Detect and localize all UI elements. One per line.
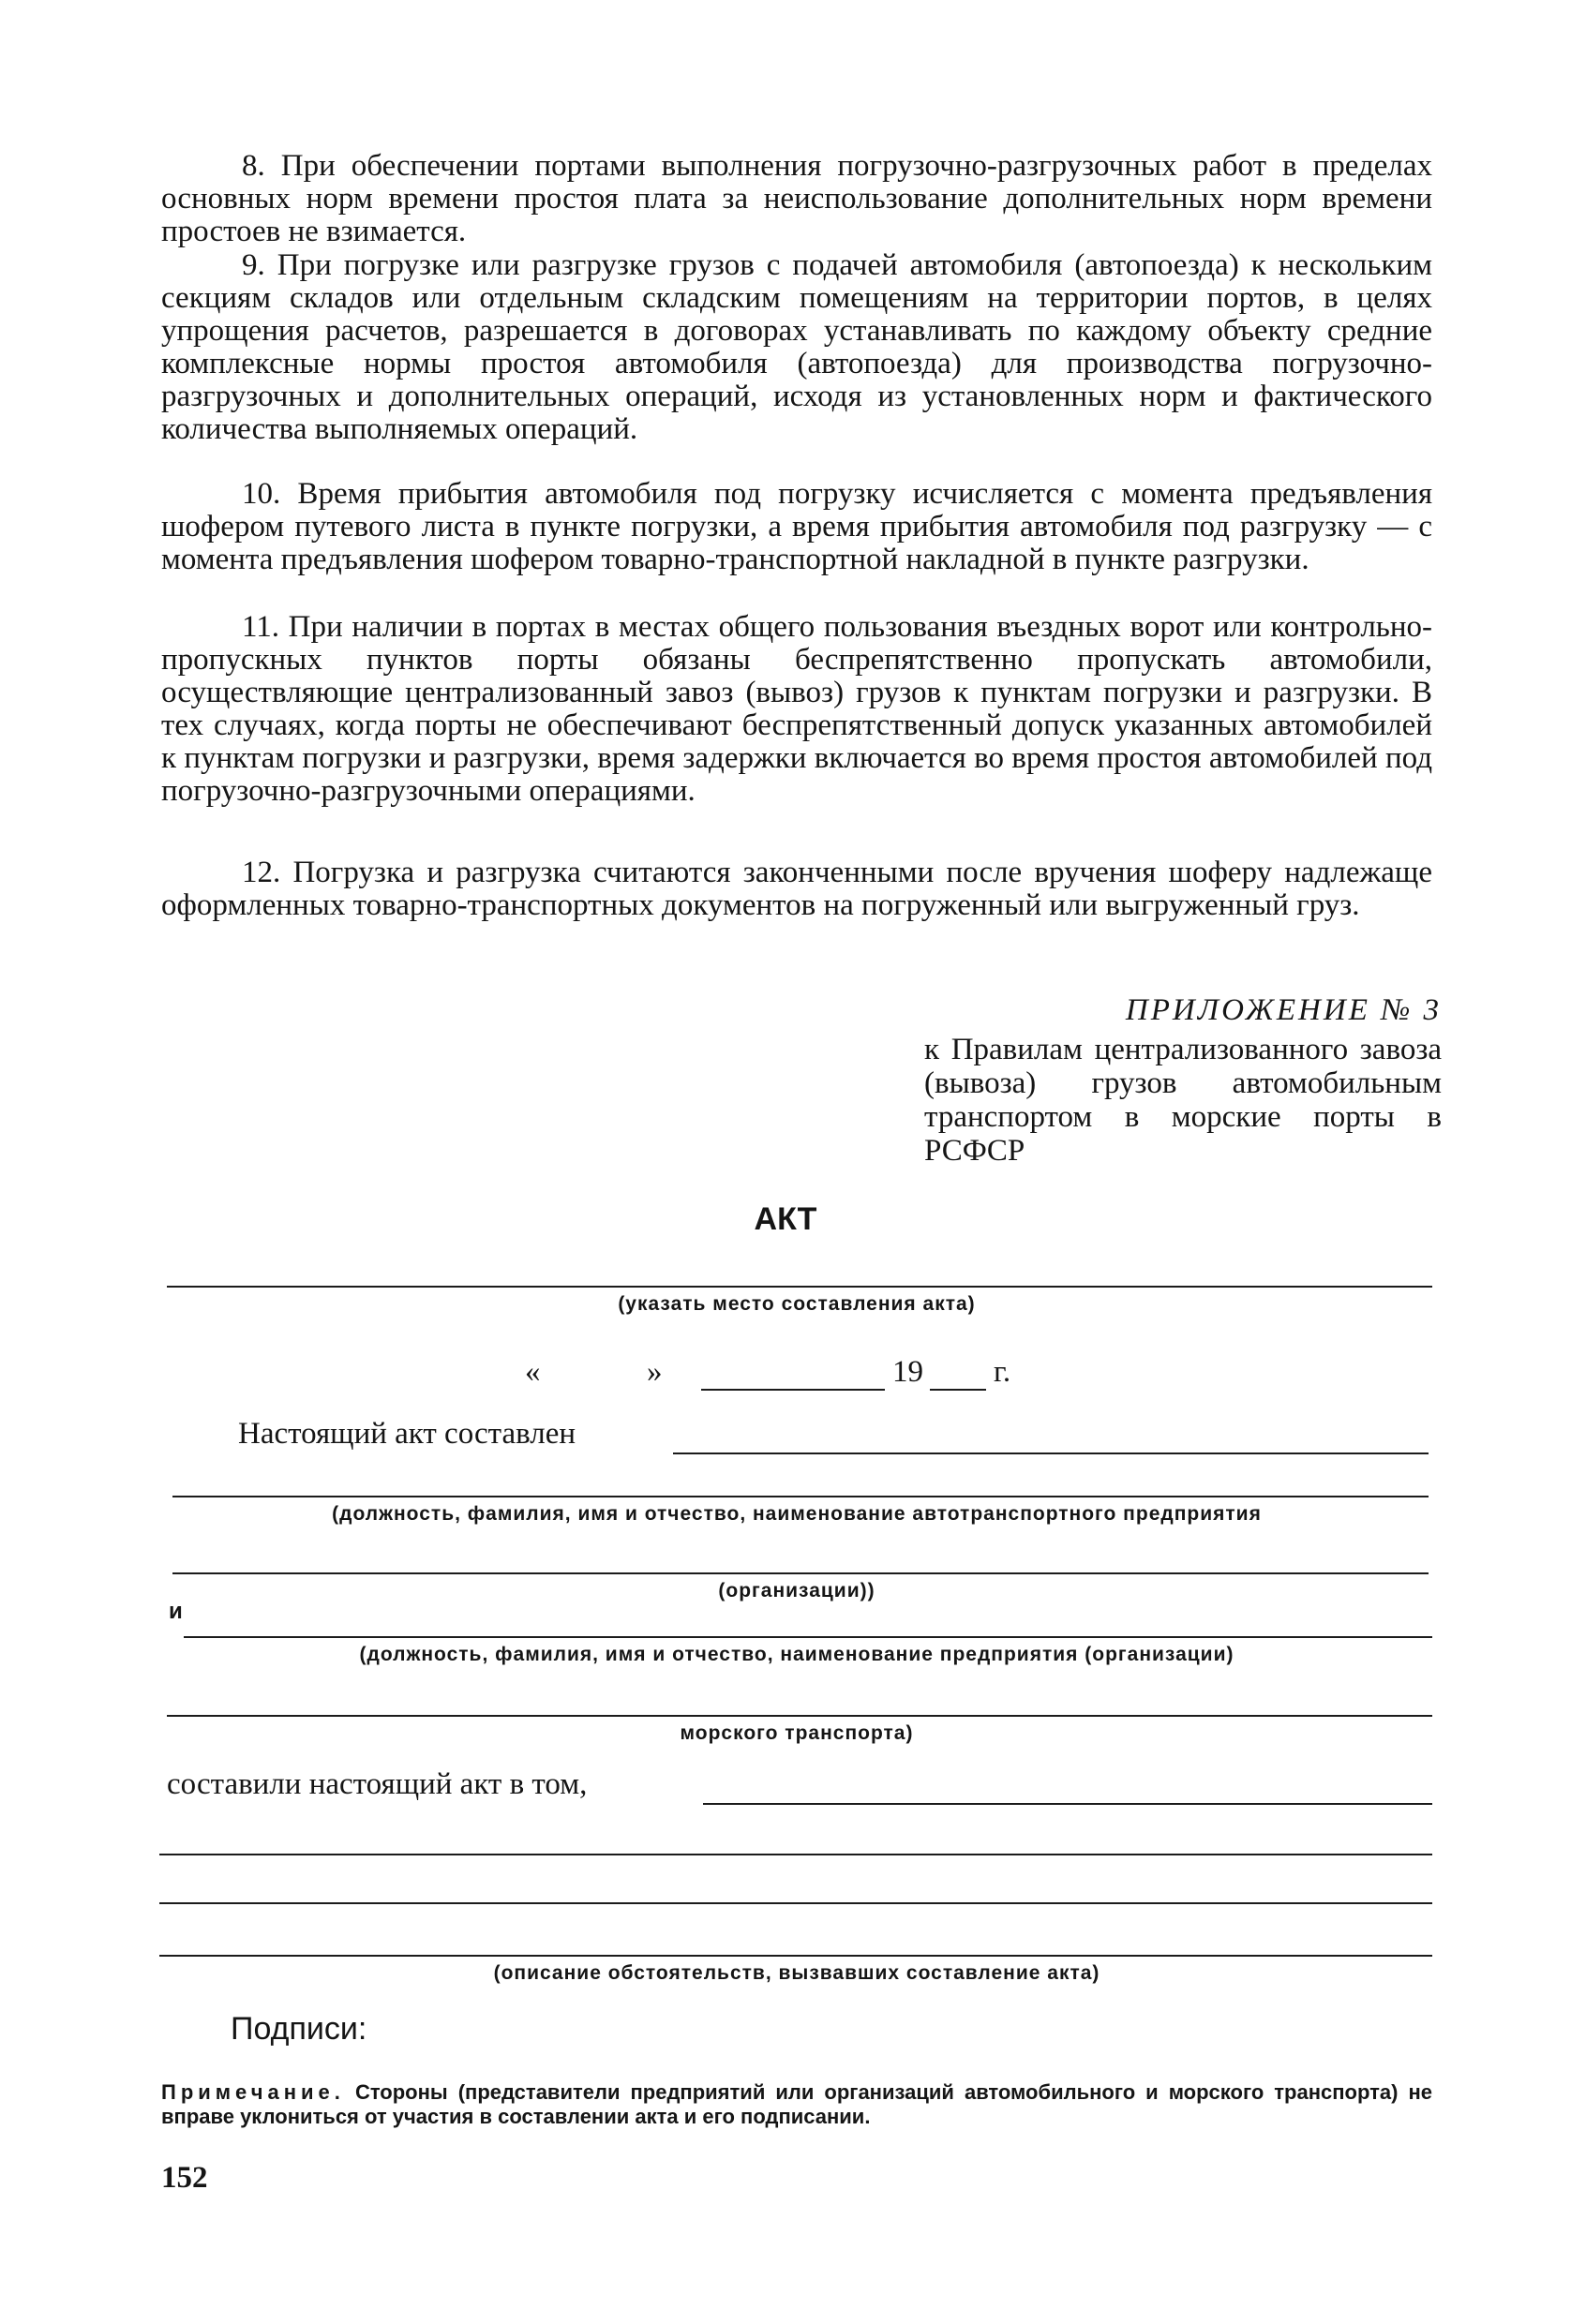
party1-hint-a: (должность, фамилия, имя и отчество, наименование автотранспортного предприятия <box>332 1503 1262 1525</box>
note-text: Стороны (представители предприятий или организаций автомобильного и морского транспорта) не вправе уклониться от участия в составлении акта и его подписании. <box>161 2080 1432 2128</box>
circumstances-field-1[interactable] <box>703 1775 1432 1805</box>
party2-line-2[interactable] <box>167 1715 1432 1717</box>
appendix-title: ПРИЛОЖЕНИЕ № 3 <box>1125 993 1442 1027</box>
party1-line-1[interactable] <box>172 1496 1429 1497</box>
circumstances-line-2[interactable] <box>159 1854 1432 1855</box>
date-year-suffix: г. <box>994 1355 1011 1389</box>
place-hint: (указать место составления акта) <box>618 1293 976 1315</box>
party2-hint-a: (должность, фамилия, имя и отчество, наименование предприятия (организации) <box>359 1644 1234 1665</box>
note-label: Примечание. <box>161 2080 345 2104</box>
date-month-field[interactable] <box>701 1361 885 1391</box>
circumstances-line-4[interactable] <box>159 1955 1432 1957</box>
composed-by-field[interactable] <box>673 1424 1429 1454</box>
date-open-quote: « <box>525 1355 541 1389</box>
composed-about-label: составили настоящий акт в том, <box>167 1767 588 1801</box>
signatures-label: Подписи: <box>231 2011 367 2047</box>
circumstances-hint: (описание обстоятельств, вызвавших составление акта) <box>493 1962 1100 1984</box>
circumstances-line-3[interactable] <box>159 1902 1432 1904</box>
party1-hint-b: (организации)) <box>718 1580 875 1601</box>
act-title: АКТ <box>754 1201 817 1237</box>
paragraph-10: 10. Время прибытия автомобиля под погрузку исчисляется с момента предъявления шофером путевого листа в пункте погрузки, а время прибытия автомобиля под разгрузку — с момента предъявления шофером товарно-транспортной накладной в пункте разгрузки. <box>161 477 1432 576</box>
paragraph-9: 9. При погрузке или разгрузке грузов с подачей автомобиля (автопоезда) к нескольким секциям складов или отдельным складским помещениям на территории портов, в целях упрощения расчетов, разрешается в договорах устанавливать по каждому объекту средние комплексные нормы простоя автомобиля (автопоезда) для производства погрузочно-разгрузочных и дополнительных операций, исходя из установленных норм и фактического количества выполняемых операций. <box>161 248 1432 446</box>
date-year-prefix: 19 <box>892 1355 923 1389</box>
and-label: и <box>169 1599 183 1624</box>
paragraph-8: 8. При обеспечении портами выполнения погрузочно-разгрузочных работ в пределах основных норм времени простоя плата за неиспользование дополнительных норм времени простоев не взимается. <box>161 149 1432 248</box>
party2-line-1[interactable] <box>184 1636 1432 1638</box>
paragraph-11: 11. При наличии в портах в местах общего пользования въездных ворот или контрольно-пропускных пунктов порты обязаны беспрепятственно пропускать автомобили, осуществляющие централизованный завоз (вывоз) грузов к пунктам погрузки и разгрузки. В тех случаях, когда порты не обеспечивают беспрепятственный допуск указанных автомобилей к пунктам погрузки и разгрузки, время задержки включается во время простоя автомобилей под погрузочно-разгрузочными операциями. <box>161 610 1432 808</box>
appendix-reference: к Правилам централизованного завоза (вывоза) грузов автомобильным транспортом в морские порты в РСФСР <box>924 1033 1442 1168</box>
paragraph-12: 12. Погрузка и разгрузка считаются законченными после вручения шоферу надлежаще оформленных товарно-транспортных документов на погруженный или выгруженный груз. <box>161 856 1432 922</box>
page-number: 152 <box>161 2161 208 2195</box>
date-year-field[interactable] <box>930 1361 986 1391</box>
composed-label: Настоящий акт составлен <box>238 1417 576 1451</box>
note <box>161 2080 1432 2129</box>
party1-line-2[interactable] <box>172 1572 1429 1574</box>
date-close-quote: » <box>647 1355 663 1389</box>
party2-hint-b: морского транспорта) <box>680 1722 914 1744</box>
place-line[interactable] <box>167 1286 1432 1288</box>
